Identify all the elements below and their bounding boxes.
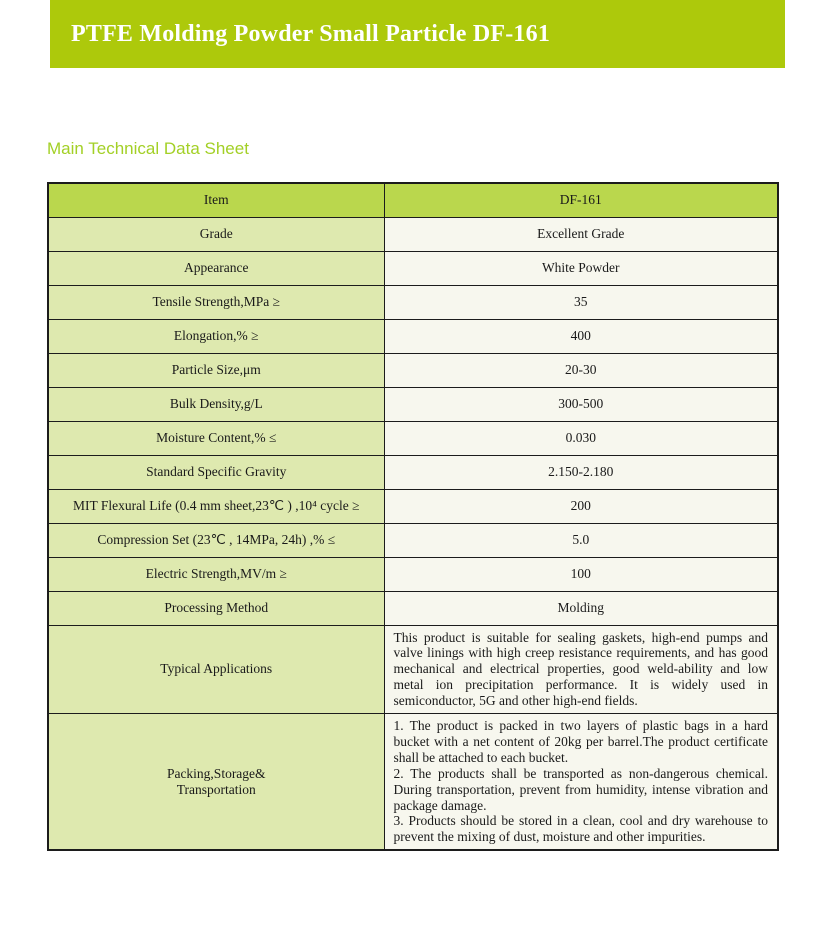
row-label: Bulk Density,g/L (48, 387, 384, 421)
row-label: Particle Size,μm (48, 353, 384, 387)
typical-applications-paragraph: This product is suitable for sealing gaskets, high-end pumps and valve linings with high creep resistance requirements, and has good mechanical and electrical properties, good weld-ability and low metal ion precipitation performance. It is widely used in semiconductor, 5G and other high-end fields. (393, 629, 768, 709)
row-label: Tensile Strength,MPa ≥ (48, 285, 384, 319)
row-label (48, 714, 384, 851)
packing-item-3: 3. Products should be stored in a clean, cool and dry warehouse to prevent the mixing of dust, moisture and other impurities. (393, 813, 768, 845)
column-header-product: DF-161 (384, 183, 778, 217)
row-label: Appearance (48, 251, 384, 285)
table-row-electric-strength (48, 557, 778, 591)
row-label: Standard Specific Gravity (48, 455, 384, 489)
row-value: 20-30 (384, 353, 778, 387)
section-title: Main Technical Data Sheet (47, 139, 249, 158)
row-value: Excellent Grade (384, 217, 778, 251)
table-row-grade (48, 217, 778, 251)
row-label: Electric Strength,MV/m ≥ (48, 557, 384, 591)
row-value: 0.030 (384, 421, 778, 455)
row-value: Molding (384, 591, 778, 625)
packing-item-2: 2. The products shall be transported as non-dangerous chemical. During transportation, prevent from humidity, intense vibration and package damage. (393, 765, 768, 813)
row-value: 35 (384, 285, 778, 319)
row-label: Elongation,% ≥ (48, 319, 384, 353)
table-row-typical-applications (48, 625, 778, 714)
table-row-mit-flexural-life (48, 489, 778, 523)
row-value: 100 (384, 557, 778, 591)
table-row-elongation (48, 319, 778, 353)
technical-data-table (47, 182, 779, 851)
table-row-processing-method (48, 591, 778, 625)
table-row-compression-set (48, 523, 778, 557)
row-label: Processing Method (48, 591, 384, 625)
row-value: 200 (384, 489, 778, 523)
packing-label-line2: Transportation (176, 781, 256, 797)
table-row-bulk-density (48, 387, 778, 421)
row-value: 5.0 (384, 523, 778, 557)
row-label: Moisture Content,% ≤ (48, 421, 384, 455)
packing-item-1: 1. The product is packed in two layers of plastic bags in a hard bucket with a net content of 20kg per barrel.The product certificate shall be attached to each bucket. (393, 718, 768, 765)
title-banner (50, 0, 785, 68)
packing-label-line1: Packing,Storage& (166, 765, 266, 781)
row-label: Grade (48, 217, 384, 251)
table-row-moisture-content (48, 421, 778, 455)
row-value: White Powder (384, 251, 778, 285)
row-value: 300-500 (384, 387, 778, 421)
table-row-packing-storage (48, 714, 778, 851)
column-header-item: Item (48, 183, 384, 217)
table-row-specific-gravity (48, 455, 778, 489)
row-value: 2.150-2.180 (384, 455, 778, 489)
table-row-particle-size (48, 353, 778, 387)
row-value: 400 (384, 319, 778, 353)
row-label: Typical Applications (48, 625, 384, 714)
table-header-row (48, 183, 778, 217)
typical-applications-text (384, 625, 778, 714)
row-label: Compression Set (23℃ , 14MPa, 24h) ,% ≤ (48, 523, 384, 557)
row-label: MIT Flexural Life (0.4 mm sheet,23℃ ) ,10⁴ cycle ≥ (48, 489, 384, 523)
table-row-appearance (48, 251, 778, 285)
packing-storage-text (384, 714, 778, 851)
table-row-tensile-strength (48, 285, 778, 319)
page-title: PTFE Molding Powder Small Particle DF-161 (71, 20, 551, 47)
